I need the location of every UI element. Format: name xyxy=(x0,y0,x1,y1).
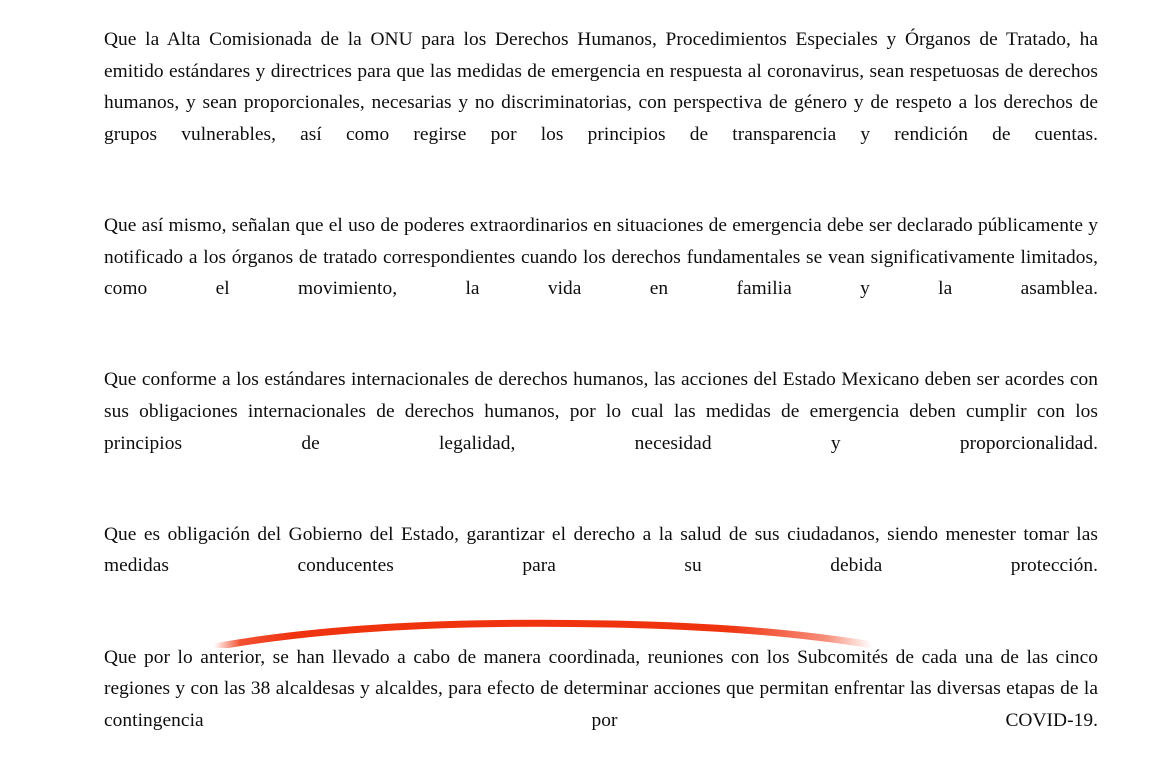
paragraph-reuniones-subcomites: Que por lo anterior, se han llevado a cabo de manera coordinada, reuniones con los Subcomités de cada una de las cinco regiones y con las 38 alcaldesas y alcaldes, para efecto de determinar acciones que permitan enfrentar las diversas etapas de la contingencia por COVID-19. xyxy=(104,646,1098,731)
paragraph-onu-estandares: Que la Alta Comisionada de la ONU para los Derechos Humanos, Procedimientos Especiales y Órganos de Tratado, ha emitido estándares y directrices para que las medidas de emergencia en respuesta al coronavirus, sean respetuosas de derechos humanos, y sean proporcionales, necesarias y no discriminatorias, con perspectiva de género y de respeto a los derechos de grupos vulnerables, así como regirse por los principios de transparencia y rendición de cuentas. xyxy=(104,29,1098,145)
paragraph-estandares-internacionales: Que conforme a los estándares internacionales de derechos humanos, las acciones del Estado Mexicano deben ser acordes con sus obligaciones internacionales de derechos humanos, por lo cual las medidas de emergencia deben cumplir con los principios de legalidad, necesidad y proporcionalidad. xyxy=(104,369,1098,454)
paragraph-obligacion-gobierno: Que es obligación del Gobierno del Estado, garantizar el derecho a la salud de sus ciudadanos, siendo menester tomar las medidas conducentes para su debida protección. xyxy=(104,523,1098,577)
paragraph-poderes-extraordinarios: Que así mismo, señalan que el uso de poderes extraordinarios en situaciones de emergencia debe ser declarado públicamente y notificado a los órganos de tratado correspondientes cuando los derechos fundamentales se vean significativamente limitados, como el movimiento, la vida en familia y la asamblea. xyxy=(104,214,1098,300)
document-body xyxy=(104,24,1098,768)
